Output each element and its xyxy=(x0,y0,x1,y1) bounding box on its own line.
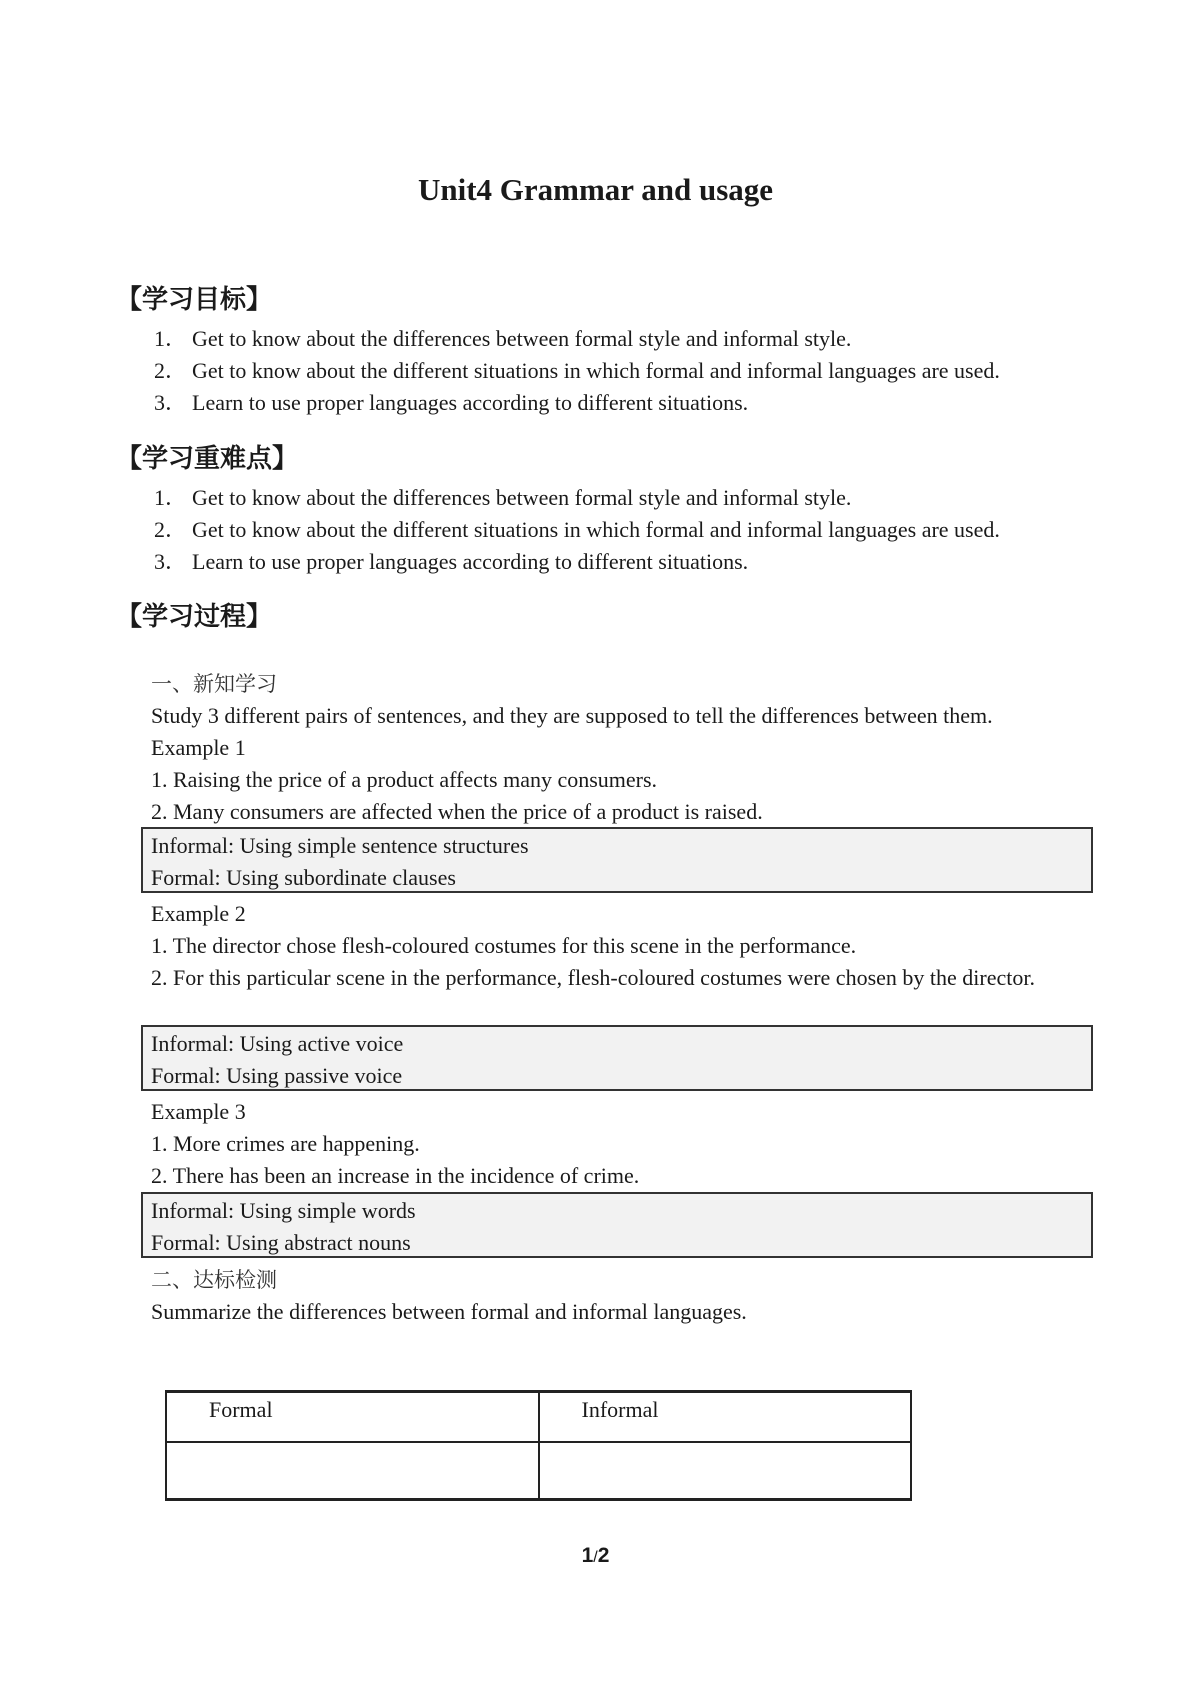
list-item: 1． Get to know about the differences between formal style and informal style. xyxy=(154,485,852,510)
table-header-formal: Formal xyxy=(166,1392,539,1442)
objectives-list xyxy=(154,323,1094,419)
list-item: 1． Get to know about the differences between formal style and informal style. xyxy=(154,326,852,351)
example-sentence: 1. The director chose flesh-coloured costumes for this scene in the performance. xyxy=(151,933,857,958)
list-item: 3． Learn to use proper languages according to different situations. xyxy=(154,549,749,574)
section-heading-process: 【学习过程】 xyxy=(116,602,273,632)
example-label: Example 3 xyxy=(151,1099,246,1124)
informal-note: Informal: Using simple words xyxy=(151,1198,416,1223)
section-heading-objectives: 【学习目标】 xyxy=(116,285,273,315)
table-header-row xyxy=(166,1392,911,1442)
list-item: 3． Learn to use proper languages according to different situations. xyxy=(154,390,749,415)
example-sentence: 2. For this particular scene in the performance, flesh-coloured costumes were chosen by the director. xyxy=(151,965,1035,990)
key-points-list xyxy=(154,482,1094,578)
page-number: 1/2 xyxy=(581,1544,610,1567)
example-sentence: 2. Many consumers are affected when the price of a product is raised. xyxy=(151,799,763,824)
table-cell-informal[interactable] xyxy=(539,1442,912,1500)
example-sentence: 1. More crimes are happening. xyxy=(151,1131,420,1156)
informal-note: Informal: Using simple sentence structures xyxy=(151,833,529,858)
summary-table xyxy=(165,1390,912,1501)
formal-note: Formal: Using subordinate clauses xyxy=(151,865,456,890)
formal-note: Formal: Using abstract nouns xyxy=(151,1230,411,1255)
example-label: Example 1 xyxy=(151,735,246,760)
list-item: 2． Get to know about the different situations in which formal and informal languages are used. xyxy=(154,358,1000,383)
summary-task: Summarize the differences between formal and informal languages. xyxy=(151,1299,747,1324)
example-sentence: 1. Raising the price of a product affects many consumers. xyxy=(151,767,658,792)
page-title: Unit4 Grammar and usage xyxy=(417,172,774,207)
list-item: 2． Get to know about the different situations in which formal and informal languages are used. xyxy=(154,517,1000,542)
section-heading-key-points: 【学习重难点】 xyxy=(116,444,299,474)
comparison-box xyxy=(141,827,1093,893)
example-label: Example 2 xyxy=(151,901,246,926)
formal-note: Formal: Using passive voice xyxy=(151,1063,403,1088)
comparison-box xyxy=(141,1192,1093,1258)
part1-label: 一、新知学习 xyxy=(151,672,277,696)
part2-label: 二、达标检测 xyxy=(151,1268,277,1292)
comparison-box xyxy=(141,1025,1093,1091)
table-header-informal: Informal xyxy=(539,1392,912,1442)
table-cell-formal[interactable] xyxy=(166,1442,539,1500)
example-sentence: 2. There has been an increase in the incidence of crime. xyxy=(151,1163,640,1188)
table-row xyxy=(166,1442,911,1500)
informal-note: Informal: Using active voice xyxy=(151,1031,404,1056)
process-intro: Study 3 different pairs of sentences, and they are supposed to tell the differences between them. xyxy=(151,703,993,728)
